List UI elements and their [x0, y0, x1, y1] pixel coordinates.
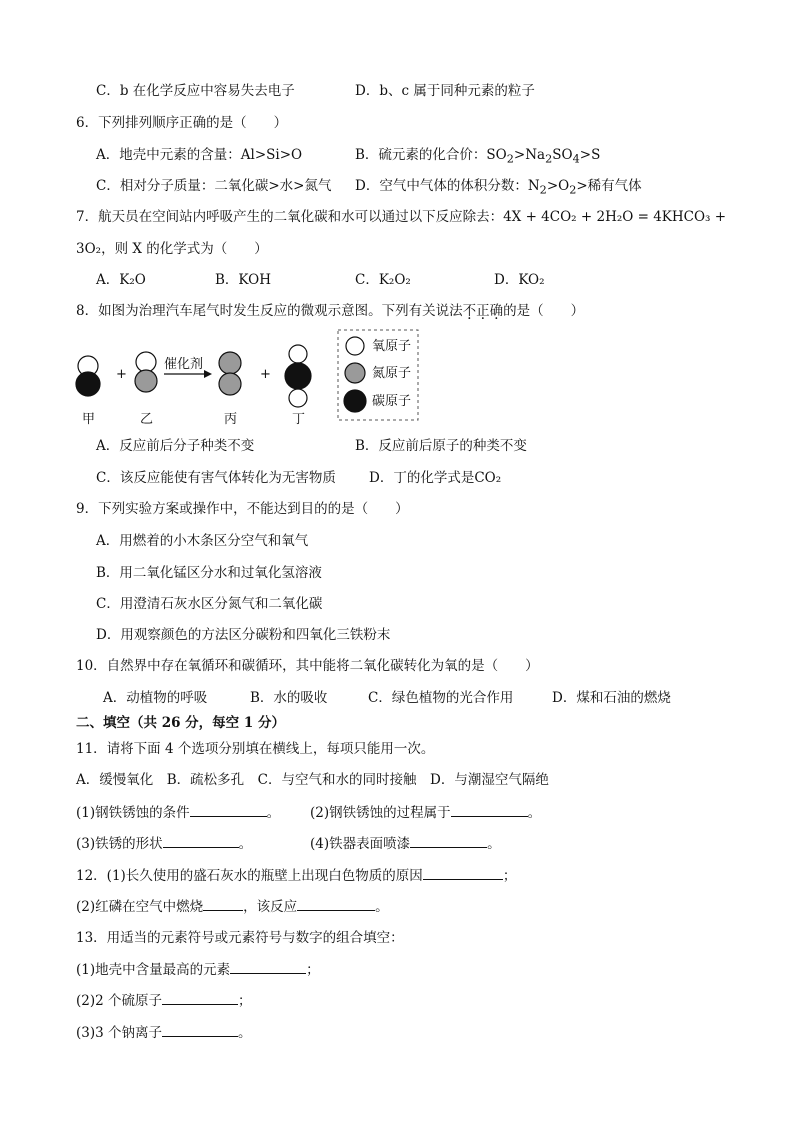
q13-item-2: [76, 991, 252, 1010]
nitrogen-atom: [135, 370, 157, 392]
q6-option-b: [355, 146, 600, 169]
q12-item-1: [76, 866, 516, 885]
q6-option-d: [355, 177, 642, 200]
section-2-heading: 二、填空（共 26 分，每空 1 分）: [76, 715, 285, 731]
q7-stem-line1: 7．航天员在空间站内呼吸产生的二氧化碳和水可以通过以下反应除去：4X + 4CO₂ + 2H₂O = 4KHCO₃ +: [76, 209, 727, 225]
label-ding: 丁: [292, 412, 306, 427]
catalyst-label: 催化剂: [164, 357, 204, 372]
q11-4-text: (4)铁器表面喷漆: [310, 836, 411, 852]
answer-blank[interactable]: [163, 834, 239, 848]
answer-blank[interactable]: [410, 834, 487, 848]
answer-blank[interactable]: [297, 897, 375, 911]
q8-option-d: D．丁的化学式是CO₂: [369, 470, 502, 486]
answer-blank[interactable]: [230, 960, 306, 974]
legend-oxygen-label: 氧原子: [372, 339, 412, 354]
q7-stem-line2: 3O₂，则 X 的化学式为（ ）: [76, 241, 268, 257]
q11-stem: 11．请将下面 4 个选项分别填在横线上，每项只能用一次。: [76, 741, 435, 757]
q5-option-d: D．b、c 属于同种元素的粒子: [355, 83, 535, 99]
legend-oxygen-icon: [346, 337, 364, 355]
label-yi: 乙: [140, 412, 154, 427]
q7-option-c: C．K₂O₂: [355, 272, 411, 288]
q10-option-d: D．煤和石油的燃烧: [552, 690, 671, 706]
answer-blank[interactable]: [190, 803, 267, 817]
q11-item-2: [310, 803, 541, 822]
q11-3-end: 。: [238, 836, 253, 852]
q9-option-a: A．用燃着的小木条区分空气和氧气: [96, 533, 309, 549]
q12-1-text: 12．(1)长久使用的盛石灰水的瓶壁上出现白色物质的原因: [76, 868, 423, 884]
q13-1-text: (1)地壳中含量最高的元素: [76, 962, 231, 978]
oxygen-atom: [136, 352, 156, 372]
legend-nitrogen-icon: [345, 363, 365, 383]
q11-2-end: 。: [527, 805, 542, 821]
q9-option-b: B．用二氧化锰区分水和过氧化氢溶液: [96, 565, 322, 581]
q13-stem: 13．用适当的元素符号或元素符号与数字的组合填空：: [76, 930, 404, 946]
q8-emphasis: 正: [476, 303, 490, 319]
legend-nitrogen-label: 氮原子: [372, 366, 412, 381]
q7-option-b: B．KOH: [215, 272, 271, 288]
q8-option-a: A．反应前后分子种类不变: [96, 438, 255, 454]
q6b-sub: 4: [572, 152, 580, 166]
q6d-text: >O: [546, 178, 570, 194]
answer-blank[interactable]: [162, 1023, 238, 1037]
q6b-text: B．硫元素的化合价：SO: [355, 147, 507, 163]
q6-option-a: A．地壳中元素的含量：Al>Si>O: [96, 147, 303, 163]
q6-stem: 6．下列排列顺序正确的是（ ）: [76, 115, 288, 131]
nitrogen-atom: [219, 352, 241, 374]
nitrogen-atom: [219, 373, 241, 395]
arrow-head-icon: [204, 370, 212, 378]
plus-sign: +: [260, 367, 271, 382]
q6d-sub: 2: [569, 183, 577, 197]
q11-2-text: (2)钢铁锈蚀的过程属于: [310, 805, 451, 821]
legend-carbon-label: 碳原子: [372, 394, 412, 409]
oxygen-atom: [289, 345, 307, 363]
q10-stem: 10．自然界中存在氧循环和碳循环，其中能将二氧化碳转化为氧的是（ ）: [76, 658, 539, 674]
carbon-atom: [76, 372, 100, 396]
q11-1-text: (1)钢铁锈蚀的条件: [76, 805, 190, 821]
q11-1-end: 。: [266, 805, 281, 821]
q10-option-a: A．动植物的呼吸: [103, 690, 208, 706]
q11-item-4: [310, 834, 501, 853]
label-jia: 甲: [82, 412, 96, 427]
q12-2-text: ，该反应: [243, 899, 298, 915]
q8-emphasis: 确: [489, 303, 504, 319]
q11-3-text: (3)铁锈的形状: [76, 836, 163, 852]
q6-option-c: C．相对分子质量：二氧化碳>水>氮气: [96, 178, 332, 194]
q9-option-d: D．用观察颜色的方法区分碳粉和四氧化三铁粉末: [96, 627, 391, 643]
answer-blank[interactable]: [451, 803, 528, 817]
q12-item-2: [76, 897, 389, 916]
q8-text: 的是（ ）: [503, 303, 585, 319]
q8-emphasis: 不: [462, 303, 477, 319]
q12-2-text: (2)红磷在空气中燃烧: [76, 899, 204, 915]
q6d-text: >稀有气体: [576, 178, 642, 194]
q11-item-3: [76, 834, 252, 853]
q6b-text: SO: [552, 147, 573, 163]
q9-stem: 9．下列实验方案或操作中，不能达到目的的是（ ）: [76, 501, 409, 517]
q10-option-c: C．绿色植物的光合作用: [368, 690, 514, 706]
q13-item-3: [76, 1023, 252, 1042]
q11-4-end: 。: [487, 836, 501, 852]
q10-option-b: B．水的吸收: [250, 690, 328, 706]
q13-2-text: (2)2 个硫原子: [76, 993, 163, 1009]
q13-1-end: ；: [306, 962, 320, 978]
carbon-atom: [285, 363, 311, 389]
q12-2-end: 。: [375, 899, 389, 915]
q6d-text: D．空气中气体的体积分数：N: [355, 178, 540, 194]
q13-item-1: [76, 960, 320, 979]
plus-sign: +: [116, 367, 127, 382]
q13-2-end: ；: [238, 993, 252, 1009]
q8-text: 8．如图为治理汽车尾气时发生反应的微观示意图。下列有关说法: [76, 303, 463, 319]
answer-blank[interactable]: [203, 897, 243, 911]
q6d-sub: 2: [539, 183, 547, 197]
answer-blank[interactable]: [162, 991, 238, 1005]
oxygen-atom: [289, 389, 307, 407]
q7-option-a: A．K₂O: [96, 272, 146, 288]
reaction-diagram: [70, 326, 430, 431]
q6b-sub: 2: [545, 152, 553, 166]
q11-options: A．缓慢氧化 B．疏松多孔 C．与空气和水的同时接触 D．与潮湿空气隔绝: [76, 772, 549, 788]
q8-option-c: C．该反应能使有害气体转化为无害物质: [96, 470, 336, 486]
q6b-sub: 2: [506, 152, 514, 166]
q6b-text: >S: [579, 147, 601, 163]
q8-option-b: B．反应前后原子的种类不变: [355, 438, 527, 454]
q13-3-text: (3)3 个钠离子: [76, 1025, 163, 1041]
q5-option-c: C．b 在化学反应中容易失去电子: [96, 83, 295, 99]
q8-stem: [76, 302, 584, 320]
q9-option-c: C．用澄清石灰水区分氮气和二氧化碳: [96, 596, 323, 612]
label-bing: 丙: [224, 412, 238, 427]
q11-item-1: [76, 803, 280, 822]
legend-carbon-icon: [344, 390, 366, 412]
q7-option-d: D．KO₂: [494, 272, 545, 288]
q13-3-end: 。: [238, 1025, 252, 1041]
q6b-text: >Na: [513, 147, 546, 163]
answer-blank[interactable]: [423, 866, 503, 880]
q12-1-end: ；: [502, 868, 517, 884]
